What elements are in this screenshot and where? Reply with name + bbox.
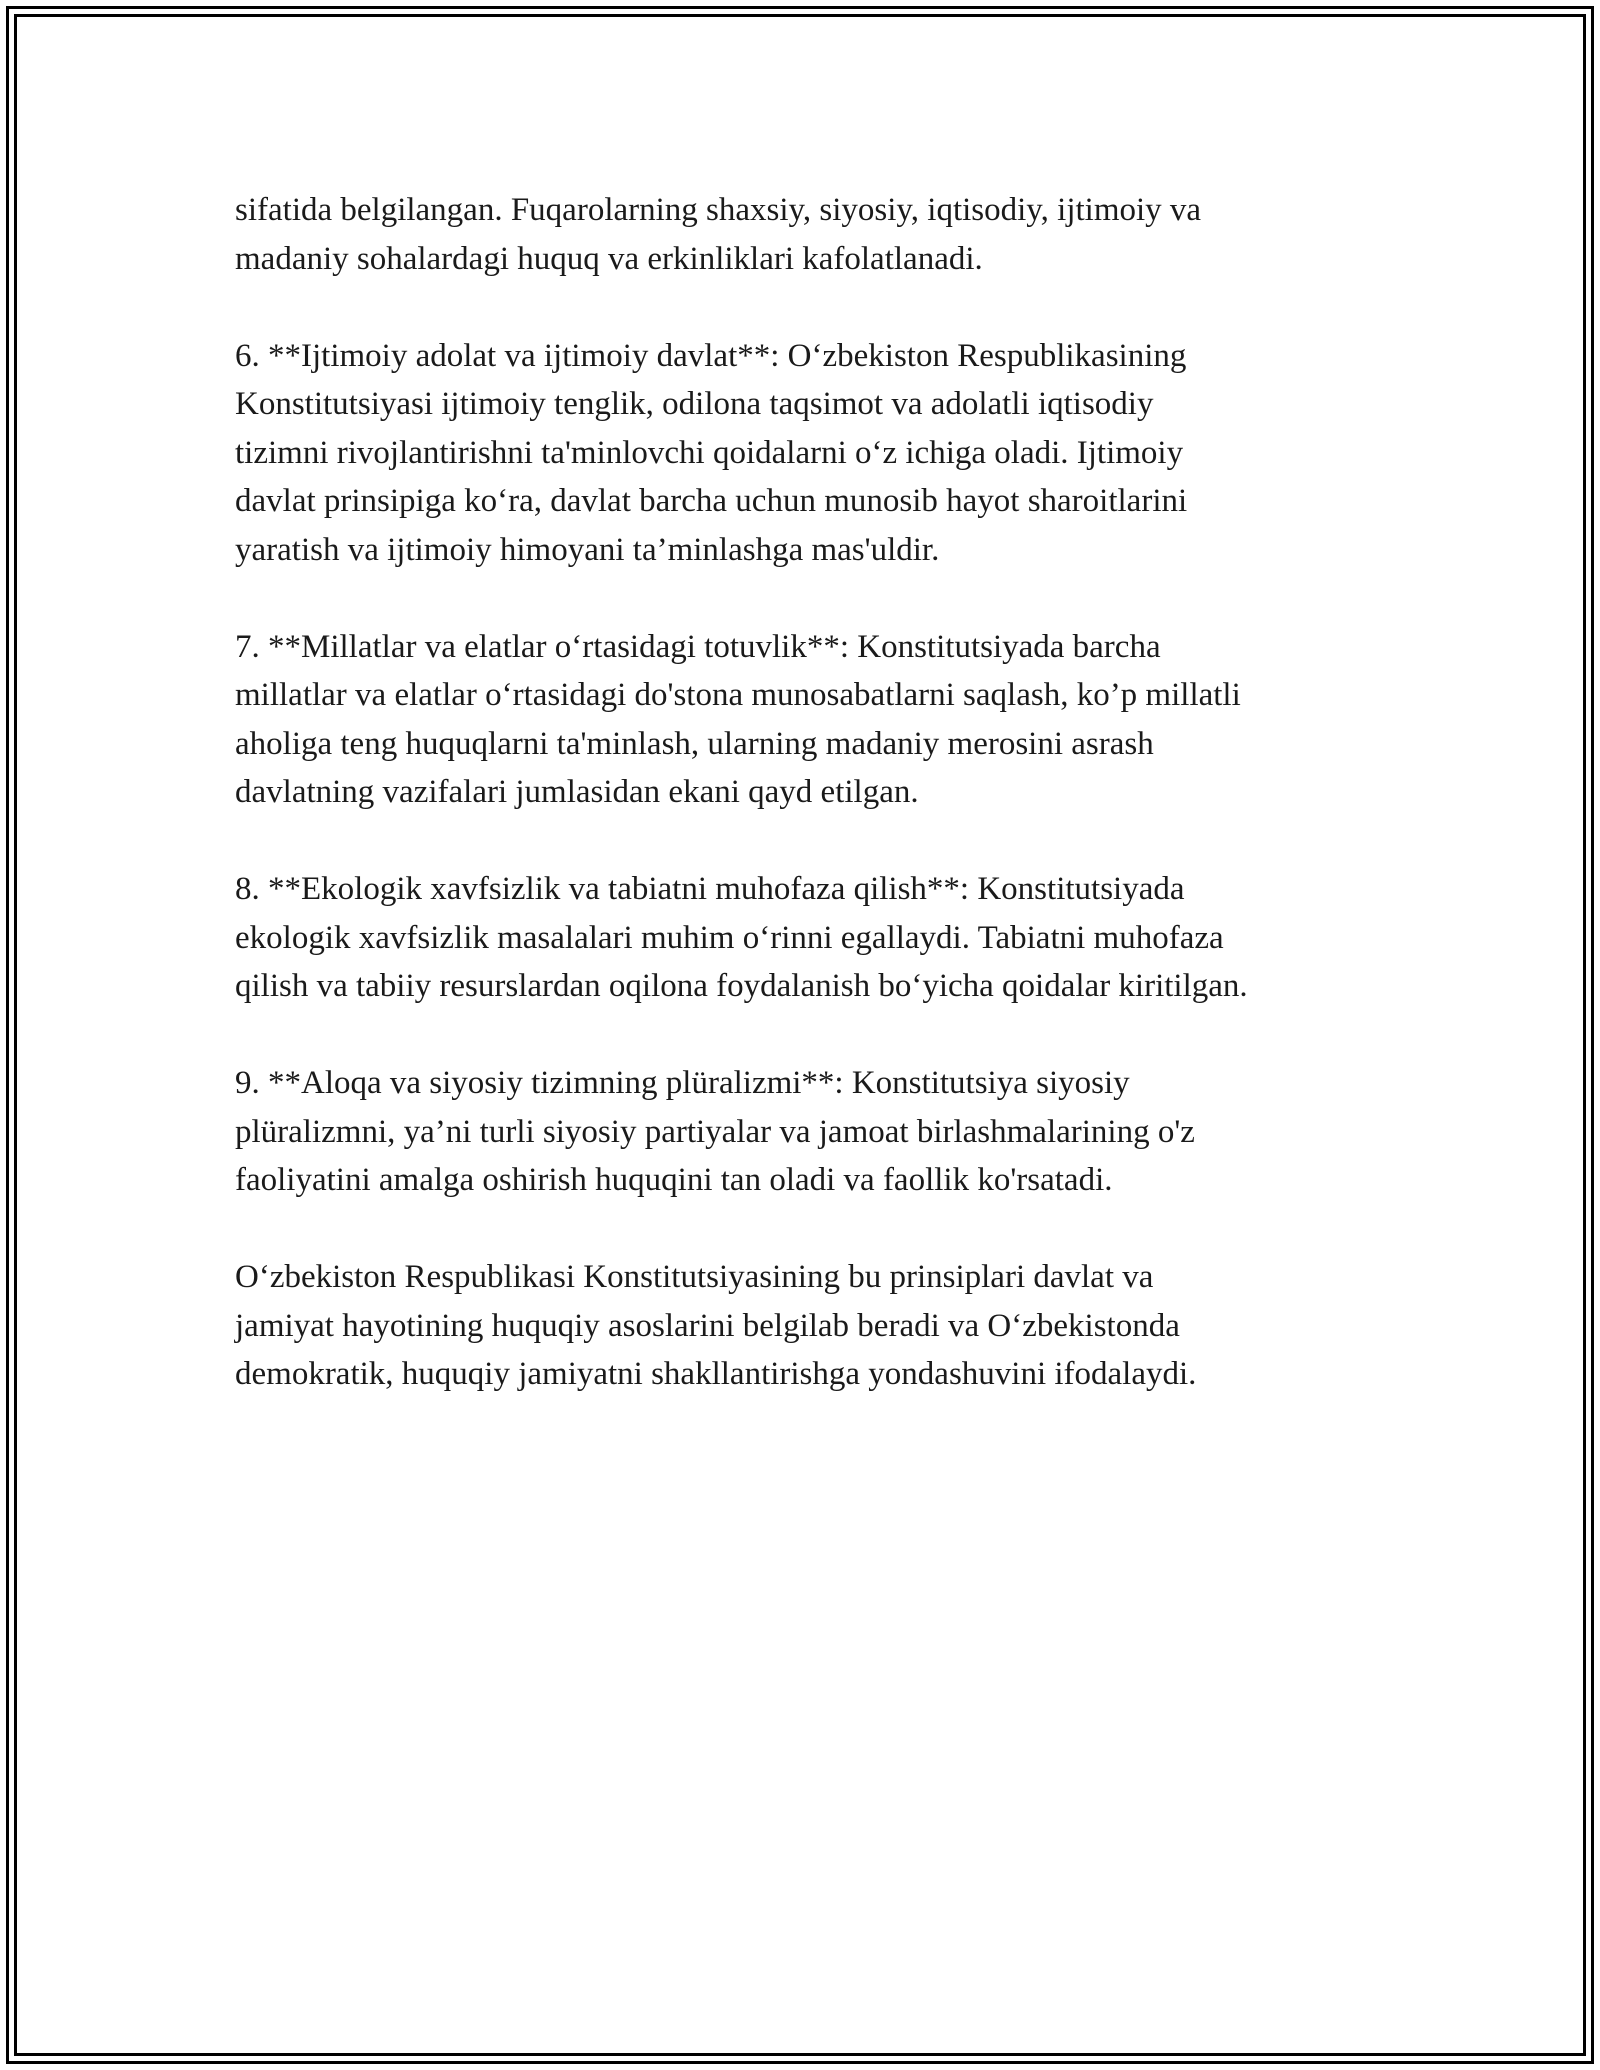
paragraph-item-8: 8. **Ekologik xavfsizlik va tabiatni muhofaza qilish**: Konstitutsiyada ekologik xavfsizlik masalalari muhim o‘rinni egallaydi. Tabiatni muhofaza qilish va tabiiy resurslardan oqilona foydalanish bo‘yicha qoidalar kiritilgan.	[235, 871, 1248, 1004]
paragraph-item-7: 7. **Millatlar va elatlar o‘rtasidagi totuvlik**: Konstitutsiyada barcha millatlar va elatlar o‘rtasidagi do'stona munosabatlarni saqlash, ko’p millatli aholiga teng huquqlarni ta'minlash, ularning madaniy merosini asrash davlatning vazifalari jumlasidan ekani qayd etilgan.	[235, 628, 1241, 810]
document-body	[235, 186, 1415, 1447]
paragraph-conclusion: O‘zbekiston Respublikasi Konstitutsiyasining bu prinsiplari davlat va jamiyat hayotining huquqiy asoslarini belgilab beradi va O‘zbekistonda demokratik, huquqiy jamiyatni shakllantirishga yondashuvini ifodalaydi.	[235, 1259, 1197, 1392]
paragraph-item-9: 9. **Aloqa va siyosiy tizimning plüralizmi**: Konstitutsiya siyosiy plüralizmni, ya’ni turli siyosiy partiyalar va jamoat birlashmalarining o'z faoliyatini amalga oshirish huquqini tan oladi va faollik ko'rsatadi.	[235, 1065, 1195, 1198]
paragraph-item-6: 6. **Ijtimoiy adolat va ijtimoiy davlat**: O‘zbekiston Respublikasining Konstitutsiyasi ijtimoiy tenglik, odilona taqsimot va adolatli iqtisodiy tizimni rivojlantirishni ta'minlovchi qoidalarni o‘z ichiga oladi. Ijtimoiy davlat prinsipiga ko‘ra, davlat barcha uchun munosib hayot sharoitlarini yaratish va ijtimoiy himoyani ta’minlashga mas'uldir.	[235, 337, 1188, 568]
paragraph-continuation: sifatida belgilangan. Fuqarolarning shaxsiy, siyosiy, iqtisodiy, ijtimoiy va madaniy sohalardagi huquq va erkinliklari kafolatlanadi.	[235, 192, 1202, 277]
